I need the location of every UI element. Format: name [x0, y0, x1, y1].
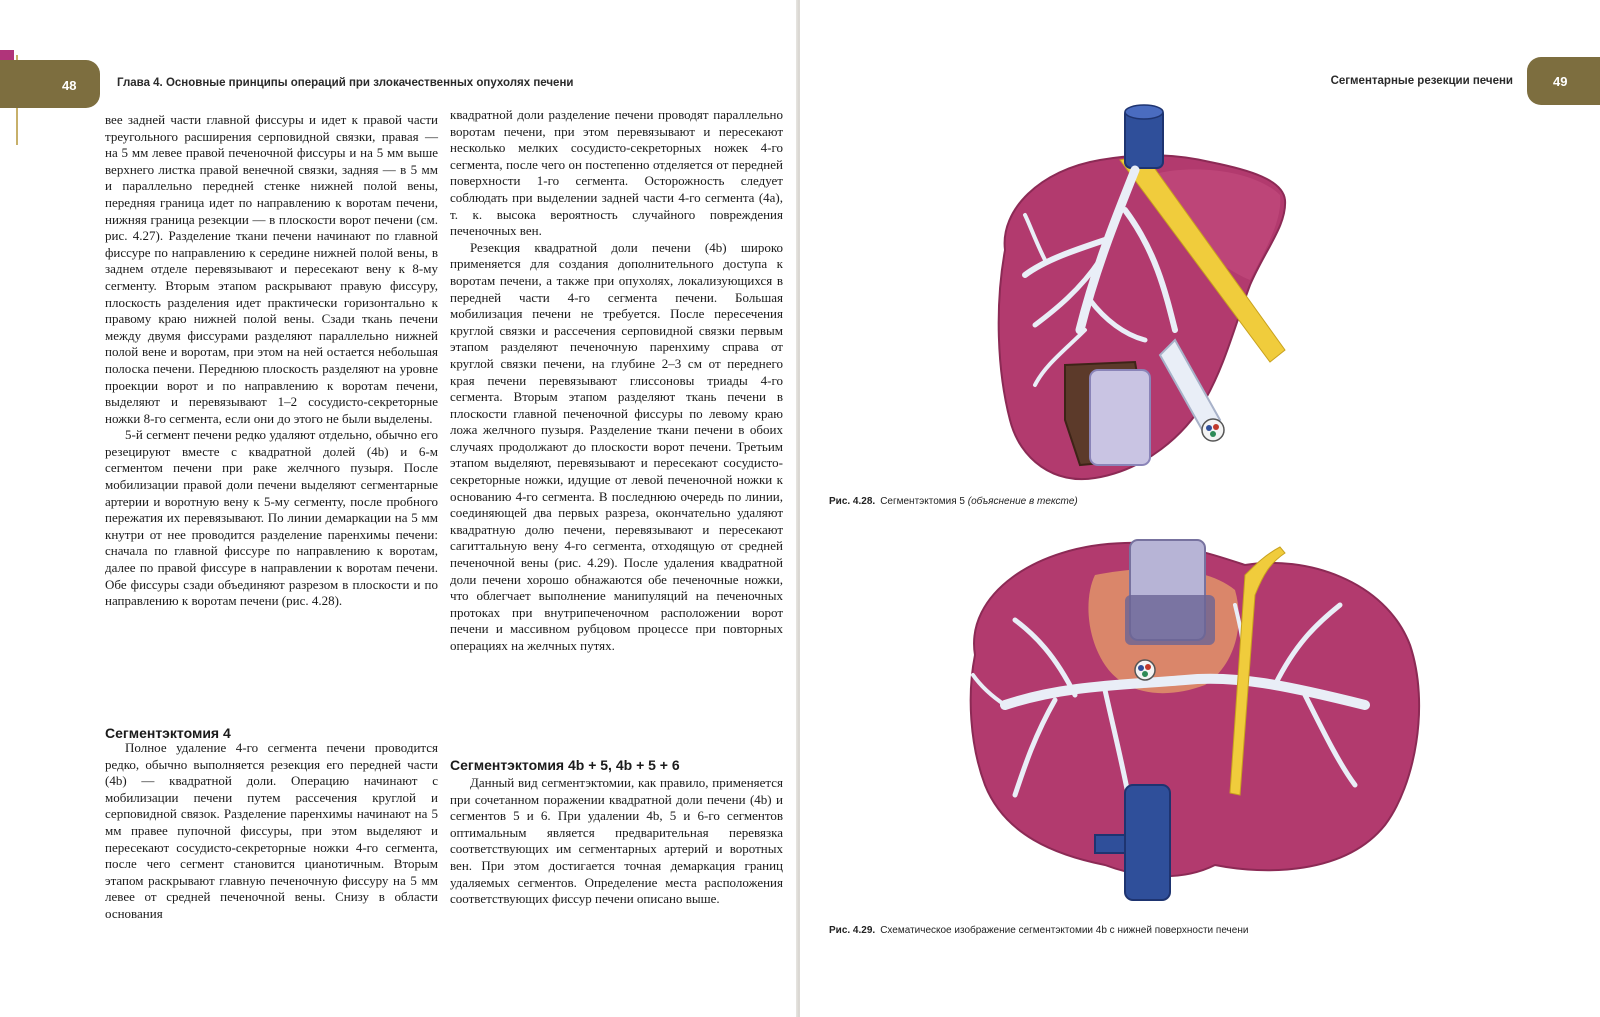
triad-duct-dot — [1210, 431, 1216, 437]
liver-illustration-fig-4-28 — [985, 100, 1290, 485]
column-2-continued — [450, 775, 783, 908]
running-head-left: Глава 4. Основные принципы операций при злокачественных опухолях печени — [117, 77, 574, 89]
column-1-continued — [105, 740, 438, 923]
triad-artery-dot — [1145, 664, 1151, 670]
caption-number: Рис. 4.29. — [829, 925, 876, 936]
caption-title: Схематическое изображение сегментэктомии 4b с нижней поверхности печени — [880, 925, 1249, 936]
caption-number: Рис. 4.28. — [829, 496, 876, 507]
inferior-vena-cava — [1125, 785, 1170, 900]
left-page — [0, 0, 798, 1017]
triad-vein-dot — [1138, 665, 1144, 671]
paragraph: квадратной доли разделение печени проводят параллельно воротам печени, при этом перевязывают и пересекают несколько мелких сосудисто-секреторных ножек 4-го сегмента, после чего он постепенно отделяется от передней поверхности 1-го сегмента. Осторожность следует соблюдать при выделении задней части 4-го сегмента (4а), т. к. высока вероятность случайного повреждения печеночных вен. — [450, 107, 783, 239]
column-2 — [450, 107, 783, 655]
paragraph: Данный вид сегментэктомии, как правило, применяется при сочетанном поражении квадратной доли печени (4b) и сегментов 5 и 6. При удалении 4b, 5 и 6-го сегментов оптимальным является предварительная перевязка соответствующих им сегментарных артерий и воротных вен. При этом достигается точная демаркация границ удаляемых сегментов. Определение места расположения соответствующих фиссур печени описано выше. — [450, 775, 783, 907]
page-tab-left — [0, 60, 100, 108]
page-number-right: 49 — [1553, 74, 1568, 89]
caption-title: Сегментэктомия 5 — [880, 496, 965, 507]
page-number-left: 48 — [62, 78, 77, 93]
portal-triad-section — [1202, 419, 1224, 441]
vena-cava-branch — [1095, 835, 1125, 853]
resected-segment-block — [1090, 370, 1150, 465]
liver-illustration-fig-4-29 — [945, 535, 1425, 905]
triad-duct-dot — [1142, 671, 1148, 677]
section-heading-segmentectomy-4b-5-6: Сегментэктомия 4b + 5, 4b + 5 + 6 — [450, 757, 680, 773]
vena-cava-opening — [1125, 105, 1163, 119]
caption-fig-4-29 — [829, 925, 1248, 936]
caption-note: (объяснение в тексте) — [967, 496, 1078, 507]
section-heading-segmentectomy-4: Сегментэктомия 4 — [105, 725, 231, 741]
paragraph: Резекция квадратной доли печени (4b) широко применяется для создания дополнительного доступа к воротам печени, а также при опухолях, локализующихся в передней части 4-го сегмента печени. Большая мобилизация печени не требуется. После пересечения круглой связки и рассечения серповидной связки первым этапом разделяют печеночную паренхиму справа от круглой связки печени, на глубине 2–3 см от переднего края печени перевязывают глиссоновы триады 4-го сегмента. Вторым этапом разделяют ткань печени в плоскости главной печеночной фиссуры по левому краю ложа желчного пузыря. Разделение ткани печени в обоих случаях продолжают до плоскости ворот печени. Третьим этапом выделяют, перевязывают и пересекают сосудисто-секреторные ножки, идущие от левой печеночной ножки к основанию 4-го сегмента. В последнюю очередь по линии, соединяющей два первых разреза, окончательно удаляют квадратную долю печени, перевязывают и пересекают сагиттальную вену 4-го сегмента, отходящую от средней печеночной вены (рис. 4.29). После удаления квадратной доли печени хорошо обнажаются обе печеночные ножки, что облегчает выполнение манипуляций на печеночных протоках при внутрипеченочном расположении ворот печени и массивном рубцовом процессе при повторных операциях на желчных путях. — [450, 239, 783, 653]
paragraph: Полное удаление 4-го сегмента печени проводится редко, обычно выполняется резекция его передней части (4b) — квадратной доли. Операцию начинают с мобилизации печени путем рассечения круглой и серповидной связок. Разделение паренхимы начинают на 5 мм правее пупочной фиссуры, при этом выделяют и пересекают сосудисто-секреторные ножки 4-го сегмента, после чего сегмент становится цианотичным. Вторым этапом раскрывают главную печеночную фиссуру на 5 мм левее от средней печеночной вены. Снизу в области основания — [105, 740, 438, 921]
resection-surface — [1125, 595, 1215, 645]
paragraph: вее задней части главной фиссуры и идет к правой части треугольного расширения серповидной связки, правая — на 5 мм левее правой печеночной фиссуры и на 5 мм выше верхнего листка правой венечной связки, задняя — в 5 мм и параллельно передней стенке нижней полой вены, передняя граница идет по направлению к воротам печени, нижняя граница резекции — в плоскости ворот печени (см. рис. 4.27). Разделение ткани печени начинают по главной фиссуре по направлению к середине нижней полой вены, в заднем отделе перевязывают и пересекают вену к 8-му сегменту. Вторым этапом раскрывают правую фиссуру, плоскость разделения идет практически горизонтально к правому краю нижней полой вены. Сзади ткань печени между двумя фиссурами разделяют параллельно нижней полой вене и воротам, при этом на ней остается небольшая полоска печени. Переднюю плоскость разделяют на уровне проекции ворот и по направлению к воротам печени, выделяют и перевязывают 1–2 сосудисто-секреторные ножки 8-го сегмента, если они до этого не были выделены. — [105, 112, 438, 426]
running-head-right: Сегментарные резекции печени — [1330, 75, 1513, 87]
triad-artery-dot — [1213, 424, 1219, 430]
page-tab-right — [1527, 57, 1600, 105]
paragraph: 5-й сегмент печени редко удаляют отдельно, обычно его резецируют вместе с квадратной долей (4b) и 6-м сегментом печени при раке желчного пузыря. После мобилизации правой доли печени выделяют сегментарные артерии и воротную вену к 5-му сегменту, после пробного пережатия их перевязывают. По линии демаркации на 5 мм кнутри от нее проводится разделение паренхимы печени: сначала по главной фиссуре по направлению к воротам, далее по правой фиссуре в направлении к воротам печени. Обе фиссуры сзади объединяют разрезом в плоскости и по направлению к воротам печени (рис. 4.28). — [105, 427, 438, 609]
triad-vein-dot — [1206, 425, 1212, 431]
column-1 — [105, 112, 438, 610]
caption-fig-4-28 — [829, 496, 1078, 507]
